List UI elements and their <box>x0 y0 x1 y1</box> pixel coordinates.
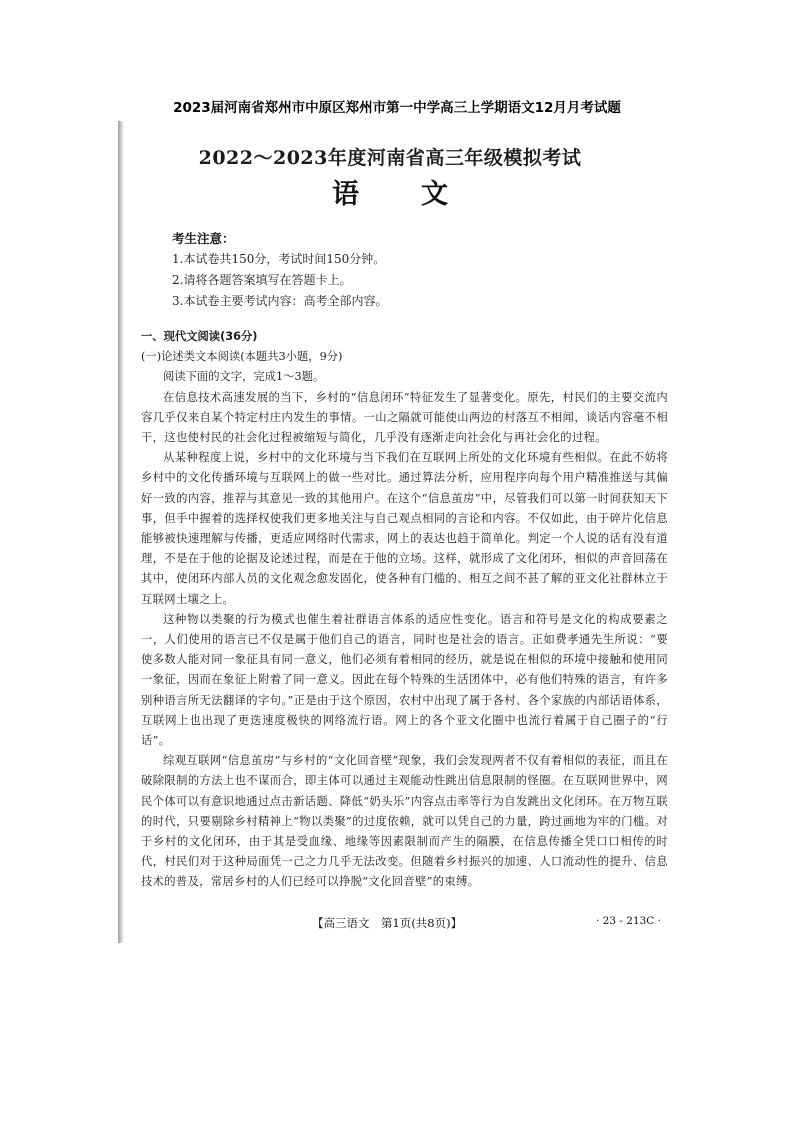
section-subheading: (一)论述类文本阅读(本题共3小题，9分) <box>141 350 343 364</box>
exam-title: 2022～2023年度河南省高三年级模拟考试 <box>198 147 582 169</box>
reading-section <box>141 327 668 893</box>
passage-paragraph: 从某种程度上说，乡村中的文化环境与当下我们在互联网上所处的文化环境有些相似。在此不妨将乡村中的文化传播环境与互联网上的做一些对比。通过算法分析，应用程序向每个用户精准推送与其偏好一致的内容，推荐与其意见一致的其他用户。在这个“信息茧房”中，尽管我们可以第一时间获知天下事，但手中握着的选择权使我们更多地关注与自己观点相同的言论和内容。不仅如此，由于碎片化信息能够被快速理解与传播，更适应网络时代需求，网上的表达也趋于简单化。判定一个人说的话有没有道理，不是在于他的论据及论述过程，而是在于他的立场。这样，就形成了文化闭环，相似的声音回荡在其中，使闭环内部人员的文化观念愈发固化，使各种有门槛的、相互之间不甚了解的亚文化社群林立于互联网土壤之上。 <box>141 451 668 606</box>
passage-paragraph: 综观互联网“信息茧房”与乡村的“文化回音壁”现象，我们会发现两者不仅有着相似的表征，而且在破除限制的方法上也不谋而合，即主体可以通过主观能动性跳出信息限制的怪圈。在互联网世界中，网民个体可以有意识地通过点击新话题、降低“奶头乐”内容点击率等行为自发跳出文化闭环。在万物互联的时代，只要剔除乡村精神上“物以类聚”的过度依赖，就可以凭自己的力量，跨过画地为牢的门槛。对于乡村的文化闭环，由于其是受血缘、地缘等因素限制而产生的隔膜，在信息传播全凭口口相传的时代，村民们对于这种局面凭一己之力几乎无法改变。但随着乡村振兴的加速、人口流动性的提升、信息技术的普及，常居乡村的人们已经可以挣脱“文化回音壁”的束缚。 <box>141 754 668 889</box>
section-heading: 一、现代文阅读(36分) <box>141 330 258 343</box>
passage-paragraph: 这种物以类聚的行为模式也催生着社群语言体系的适应性变化。语言和符号是文化的构成要素之一，人们使用的语言已不仅是属于他们自己的语言，同时也是社会的语言。正如费孝通先生所说：“要使多数人能对同一象征具有同一意义，他们必须有着相同的经历，就是说在相似的环境中接触和使用同一象征，因而在象征上附着了同一意义。因此在每个特殊的生活团体中，必有他们特殊的语言，有许多别种语言所无法翻译的字句。”正是由于这个原因，农村中出现了属于各村、各个家族的内部话语体系，互联网上也出现了更迭速度极快的网络流行语。网上的各个亚文化圈中也流行着属于自己圈子的“行话”。 <box>141 612 668 748</box>
page-footer-code: · 23 - 213C · <box>596 915 662 927</box>
passage-paragraph: 在信息技术高速发展的当下，乡村的“信息闭环”特征发生了显著变化。原先，村民们的主要交流内容几乎仅来自某个特定村庄内发生的事情。一山之隔就可能使山两边的村落互不相闻，谈话内容毫不相干，这也使村民的社会化过程被缩短与简化，几乎没有逐渐走向社会化与再社会化的过程。 <box>141 390 668 445</box>
page-footer-label: 【高三语文 第1页(共8页)】 <box>312 916 463 930</box>
notice-heading: 考生注意： <box>172 231 235 246</box>
notice-item: 1.本试卷共150分，考试时间150分钟。 <box>172 252 386 266</box>
notice-item: 3.本试卷主要考试内容：高考全部内容。 <box>172 294 388 308</box>
candidate-notice <box>172 228 387 312</box>
document-title: 2023届河南省郑州市中原区郑州市第一中学高三上学期语文12月月考试题 <box>173 100 621 116</box>
scan-shadow-edge <box>118 121 124 943</box>
section-instruction: 阅读下面的文字，完成1～3题。 <box>163 370 325 384</box>
notice-item: 2.请将各题答案填写在答题卡上。 <box>172 273 352 287</box>
exam-subject: 语文 <box>332 179 510 210</box>
